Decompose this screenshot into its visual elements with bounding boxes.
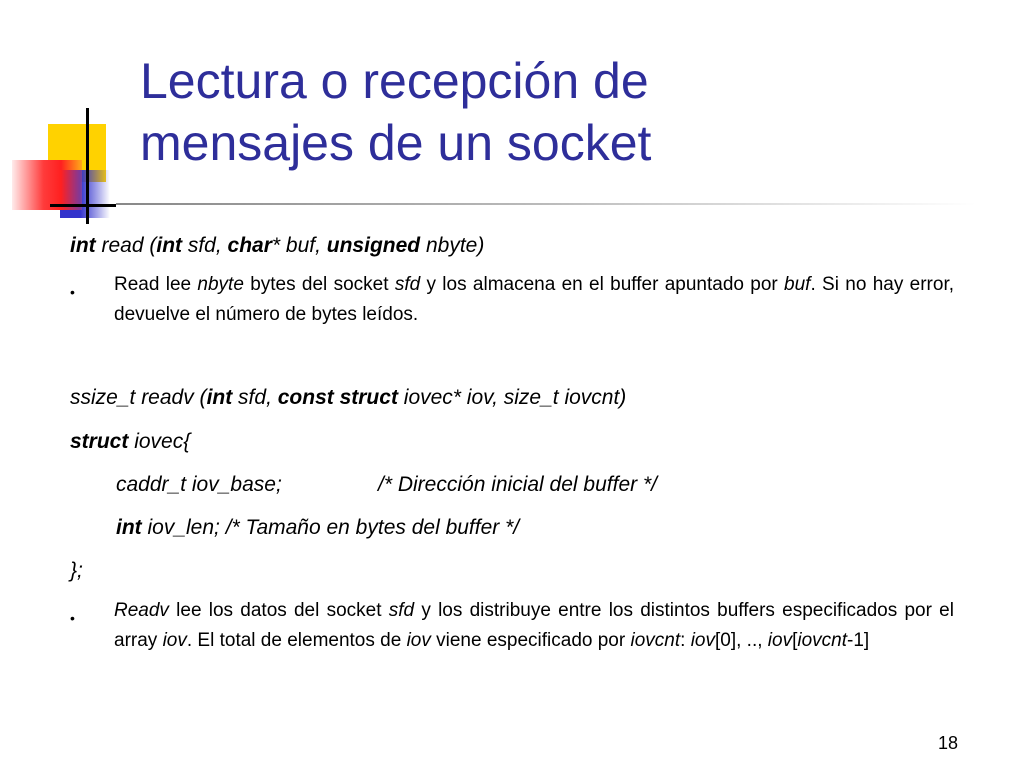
keyword: int bbox=[156, 234, 183, 257]
keyword: char bbox=[227, 234, 272, 257]
bullet-readv-description bbox=[114, 596, 954, 656]
sig-text: sfd, bbox=[232, 386, 278, 409]
keyword: int bbox=[70, 234, 96, 257]
sig-text: nbyte) bbox=[420, 234, 485, 257]
page-number: 18 bbox=[938, 733, 959, 753]
struct-field-iov-base bbox=[116, 473, 282, 497]
italic-term: sfd bbox=[388, 600, 415, 621]
logo-horizontal-line bbox=[50, 204, 116, 207]
text: bytes del socket bbox=[243, 274, 395, 295]
text: y los distribuye entre los distintos buffers especificados por el array bbox=[114, 600, 954, 651]
italic-term: Readv bbox=[114, 600, 169, 621]
read-signature bbox=[70, 234, 484, 258]
bullet-read-description bbox=[114, 270, 954, 330]
text: viene especificado por bbox=[430, 630, 631, 651]
text: : bbox=[680, 630, 691, 651]
italic-term: iov bbox=[406, 630, 431, 651]
comment-text: /* Dirección inicial del buffer */ bbox=[378, 473, 657, 496]
slide-title bbox=[140, 50, 1000, 174]
italic-term: buf bbox=[784, 274, 811, 295]
text: -1] bbox=[847, 630, 870, 651]
italic-term: iovcnt bbox=[630, 630, 681, 651]
field-text: caddr_t iov_base; bbox=[116, 473, 282, 496]
title-underline bbox=[116, 203, 976, 205]
field-text: iov_len; /* Tamaño en bytes del buffer */ bbox=[141, 516, 520, 539]
sig-text: * buf, bbox=[271, 234, 327, 257]
text: [ bbox=[792, 630, 798, 651]
readv-signature bbox=[70, 386, 626, 410]
italic-term: nbyte bbox=[197, 274, 244, 295]
title-line-1: Lectura o recepción de bbox=[140, 53, 649, 109]
keyword: int bbox=[206, 386, 233, 409]
text: . El total de elementos de bbox=[186, 630, 407, 651]
sig-text: ssize_t readv ( bbox=[70, 386, 207, 409]
text: [0], .., bbox=[714, 630, 768, 651]
keyword: const struct bbox=[277, 386, 398, 409]
italic-term: sfd bbox=[394, 274, 421, 295]
italic-term: iovcnt bbox=[797, 630, 848, 651]
sig-text: sfd, bbox=[182, 234, 228, 257]
text: . Si no hay error, devuelve el número de bytes leídos. bbox=[114, 274, 955, 325]
text: lee los datos del socket bbox=[168, 600, 389, 621]
keyword: struct bbox=[70, 430, 129, 453]
italic-term: iov bbox=[767, 630, 793, 651]
struct-field-iov-len bbox=[116, 516, 519, 540]
sig-text: iovec* iov, size_t iovcnt) bbox=[397, 386, 627, 409]
bullet-dot: • bbox=[70, 610, 75, 626]
keyword: int bbox=[116, 516, 142, 539]
struct-name: iovec{ bbox=[128, 430, 191, 453]
struct-field-comment bbox=[378, 473, 657, 497]
title-line-2: mensajes de un socket bbox=[140, 115, 652, 171]
struct-close bbox=[70, 559, 83, 583]
sig-text: read ( bbox=[95, 234, 157, 257]
text: Read lee bbox=[114, 274, 198, 295]
struct-header bbox=[70, 430, 190, 454]
close-text: }; bbox=[70, 559, 83, 582]
logo-red-square bbox=[12, 160, 82, 210]
italic-term: iov bbox=[162, 630, 187, 651]
text: y los almacena en el buffer apuntado por bbox=[420, 274, 785, 295]
bullet-dot: • bbox=[70, 284, 75, 300]
keyword: unsigned bbox=[326, 234, 421, 257]
italic-term: iov bbox=[690, 630, 715, 651]
